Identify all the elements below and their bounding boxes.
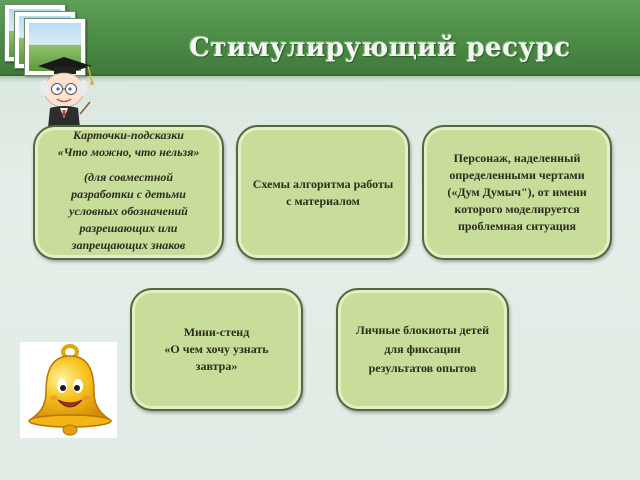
- card-hint-cards: [33, 125, 224, 260]
- card-body-line: разработки с детьми: [71, 187, 186, 201]
- card-line: Личные блокноты детей: [355, 323, 490, 337]
- card-algorithm-schemes: [236, 125, 410, 260]
- card-body-line: запрещающих знаков: [71, 238, 186, 252]
- card-mini-stand: [130, 288, 303, 411]
- slide-title: Стимулирующий ресурс: [189, 33, 571, 63]
- card-body-line: разрешающих или: [79, 221, 178, 235]
- card-line: для фиксации: [384, 342, 461, 356]
- card-body-line: условных обозначений: [69, 204, 188, 218]
- card-character: [422, 125, 612, 260]
- card-line: которого моделируется: [454, 202, 580, 216]
- card-line: Персонаж, наделенный: [453, 151, 581, 165]
- professor-character-icon: [30, 52, 100, 132]
- card-personal-notebooks: [336, 288, 509, 411]
- bell-character-icon: [20, 342, 117, 438]
- card-heading-line: Карточки-подсказки: [73, 128, 184, 142]
- card-heading-line: «Что можно, что нельзя»: [57, 145, 200, 159]
- card-line: («Дум Думыч"), от имени: [447, 185, 587, 199]
- card-line: проблемная ситуация: [457, 219, 577, 233]
- bell-image: [20, 342, 117, 438]
- card-line: Мини-стенд: [183, 325, 250, 339]
- card-line: результатов опытов: [368, 361, 477, 375]
- card-body-line: (для совместной: [83, 170, 174, 184]
- card-line: определенными чертами: [449, 168, 585, 182]
- card-line: «О чем хочу узнать: [164, 342, 269, 356]
- card-line: с материалом: [286, 193, 360, 208]
- card-line: Схемы алгоритма работы: [252, 176, 394, 191]
- card-line: завтра»: [195, 359, 238, 373]
